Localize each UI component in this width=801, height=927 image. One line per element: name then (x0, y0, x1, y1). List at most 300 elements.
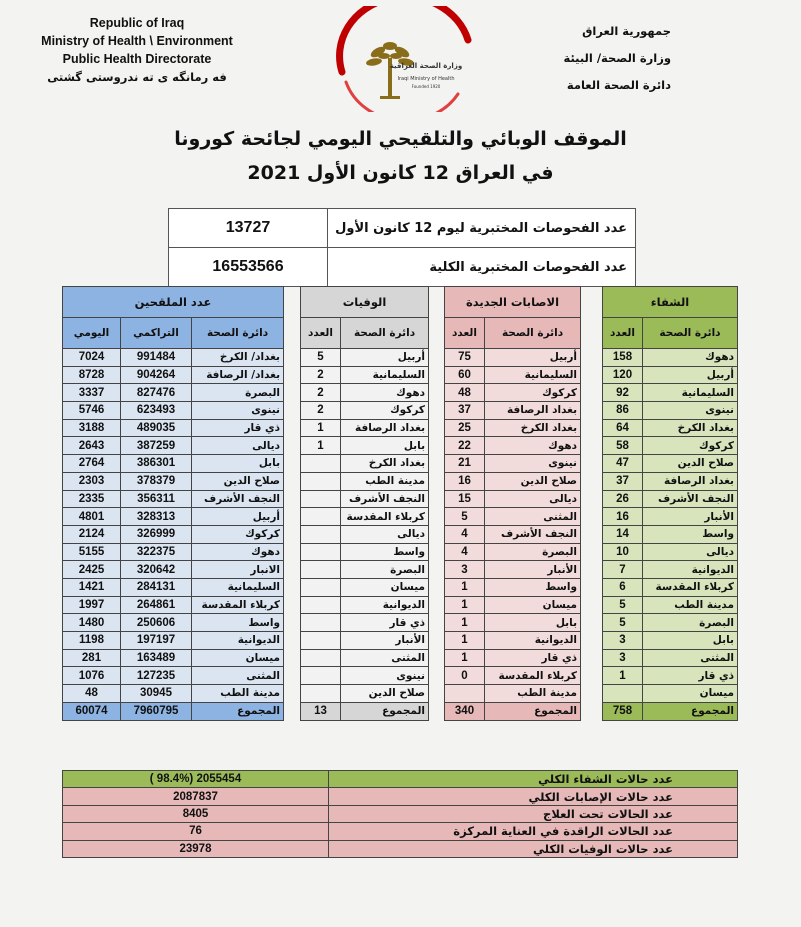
daily-tests-row (169, 209, 636, 248)
dept-name: الديوانية (341, 596, 429, 614)
total-label: المجموع (192, 702, 284, 720)
table-row (445, 543, 581, 561)
daily-value: 2335 (63, 490, 121, 508)
dept-name: ذي قار (341, 614, 429, 632)
dept-name: أربيل (643, 366, 738, 384)
dept-name: النجف الأشرف (341, 490, 429, 508)
cumulative-value: 250606 (121, 614, 192, 632)
table-row (63, 384, 284, 402)
count-value: 10 (603, 543, 643, 561)
table-row (63, 419, 284, 437)
count-value: 5 (301, 349, 341, 367)
daily-value: 1997 (63, 596, 121, 614)
summary-row (63, 823, 738, 840)
table-row (603, 632, 738, 650)
table-row (301, 543, 429, 561)
dept-name: المثنى (341, 649, 429, 667)
summary-value: 76 (63, 823, 329, 840)
dept-name: ديالى (341, 525, 429, 543)
table-row (445, 685, 581, 703)
infections-table (444, 286, 581, 721)
dept-name: الأنبار (643, 508, 738, 526)
dept-name: بابل (485, 614, 581, 632)
count-value: 5 (603, 614, 643, 632)
dept-name: واسط (485, 578, 581, 596)
dept-name: بغداد/ الرصافة (192, 366, 284, 384)
dept-name: مدينة الطب (643, 596, 738, 614)
cumulative-value: 326999 (121, 525, 192, 543)
total-tests-value: 16553566 (169, 248, 328, 287)
total-label: المجموع (643, 702, 738, 720)
dept-name: المثنى (485, 508, 581, 526)
count-value: 25 (445, 419, 485, 437)
count-value: 64 (603, 419, 643, 437)
dept-name: النجف الأشرف (192, 490, 284, 508)
header-arabic (541, 18, 671, 99)
infections-title: الاصابات الجديدة (445, 287, 581, 318)
dept-name: ديالى (192, 437, 284, 455)
cumulative-value: 127235 (121, 667, 192, 685)
table-row (603, 349, 738, 367)
daily-value: 1421 (63, 578, 121, 596)
daily-value: 2643 (63, 437, 121, 455)
table-row (63, 667, 284, 685)
summary-row (63, 788, 738, 805)
dept-name: بابل (341, 437, 429, 455)
dept-name: بغداد الكرخ (485, 419, 581, 437)
table-row (445, 490, 581, 508)
deaths-table (300, 286, 429, 721)
table-row (603, 561, 738, 579)
count-value (301, 578, 341, 596)
summary-value: 8405 (63, 805, 329, 822)
header-en-line: Public Health Directorate (62, 52, 212, 66)
table-row (301, 685, 429, 703)
col-count-header: العدد (301, 318, 341, 349)
table-row (63, 366, 284, 384)
dept-name: النجف الأشرف (485, 525, 581, 543)
dept-name: الأنبار (341, 632, 429, 650)
dept-name: نينوى (341, 667, 429, 685)
table-row (301, 561, 429, 579)
table-row (301, 402, 429, 420)
cumulative-value: 30945 (121, 685, 192, 703)
count-value (301, 632, 341, 650)
col-count-header: العدد (445, 318, 485, 349)
table-row (301, 455, 429, 473)
dept-name: بغداد الرصافة (643, 472, 738, 490)
dept-name: أربيل (192, 508, 284, 526)
count-value (301, 614, 341, 632)
dept-name: كركوك (485, 384, 581, 402)
summary-value: 23978 (63, 840, 329, 857)
dept-name: بغداد الكرخ (341, 455, 429, 473)
count-value: 14 (603, 525, 643, 543)
table-row (301, 596, 429, 614)
table-row (63, 402, 284, 420)
table-row (445, 366, 581, 384)
table-row (603, 419, 738, 437)
col-count-header: العدد (603, 318, 643, 349)
table-row (603, 455, 738, 473)
table-row (445, 508, 581, 526)
dept-name: الديوانية (485, 632, 581, 650)
cumulative-value: 163489 (121, 649, 192, 667)
dept-name: دهوك (643, 349, 738, 367)
recovered-title: الشفاء (603, 287, 738, 318)
summary-label: عدد الحالات الراقدة في العناية المركزة (329, 823, 738, 840)
daily-value: 1076 (63, 667, 121, 685)
report-date: في العراق 12 كانون الأول 2021 (247, 162, 554, 184)
count-value: 92 (603, 384, 643, 402)
header-english (22, 14, 252, 86)
logo-text-en: Iraqi Ministry of Health (397, 76, 455, 82)
table-row (301, 419, 429, 437)
dept-name: ذي قار (485, 649, 581, 667)
count-value: 4 (445, 525, 485, 543)
dept-name: كركوك (341, 402, 429, 420)
dept-name: المثنى (643, 649, 738, 667)
dept-name: الديوانية (192, 632, 284, 650)
logo-text-ar: وزارة الصحة العراقية (389, 62, 463, 70)
table-row (603, 614, 738, 632)
dept-name: واسط (643, 525, 738, 543)
count-value (301, 667, 341, 685)
count-value: 1 (603, 667, 643, 685)
table-row (445, 419, 581, 437)
count-value: 47 (603, 455, 643, 473)
header-en-line: Ministry of Health \ Environment (41, 34, 233, 48)
dept-name: أربيل (341, 349, 429, 367)
cumulative-value: 991484 (121, 349, 192, 367)
total-cumulative: 7960795 (121, 702, 192, 720)
summary-row (63, 771, 738, 788)
table-row (63, 632, 284, 650)
dept-name: مدينة الطب (192, 685, 284, 703)
daily-value: 2764 (63, 455, 121, 473)
count-value: 26 (603, 490, 643, 508)
table-row (603, 667, 738, 685)
table-row (301, 667, 429, 685)
count-value: 15 (445, 490, 485, 508)
dept-name: كركوك (643, 437, 738, 455)
col-cumulative-header: التراكمي (121, 318, 192, 349)
count-value (301, 508, 341, 526)
table-row (603, 437, 738, 455)
table-row (445, 561, 581, 579)
count-value (301, 490, 341, 508)
table-row (445, 632, 581, 650)
dept-name: نينوى (485, 455, 581, 473)
total-daily: 60074 (63, 702, 121, 720)
count-value (301, 685, 341, 703)
ministry-logo (330, 6, 480, 112)
table-row (301, 649, 429, 667)
report-title: الموقف الوبائي والتلقيحي اليومي لجائحة كورونا (174, 128, 627, 150)
table-row (301, 490, 429, 508)
count-value: 0 (445, 667, 485, 685)
summary-table (62, 770, 738, 858)
total-tests-row (169, 248, 636, 287)
dept-name: مدينة الطب (341, 472, 429, 490)
count-value: 158 (603, 349, 643, 367)
dept-name: بغداد الرصافة (485, 402, 581, 420)
table-row (603, 685, 738, 703)
count-value (301, 472, 341, 490)
dept-name: بابل (192, 455, 284, 473)
cumulative-value: 328313 (121, 508, 192, 526)
count-value: 2 (301, 384, 341, 402)
col-dept-header: دائرة الصحة (341, 318, 429, 349)
dept-name: ديالى (643, 543, 738, 561)
summary-row (63, 805, 738, 822)
total-value: 758 (603, 702, 643, 720)
total-row (301, 702, 429, 720)
dept-name: دهوك (485, 437, 581, 455)
table-row (445, 384, 581, 402)
dept-name: بغداد الكرخ (643, 419, 738, 437)
table-row (63, 437, 284, 455)
table-row (63, 525, 284, 543)
daily-value: 3188 (63, 419, 121, 437)
dept-name: ميسان (341, 578, 429, 596)
table-row (301, 508, 429, 526)
daily-tests-label: عدد الفحوصات المختبرية ليوم 12 كانون الأول (328, 209, 636, 248)
count-value: 37 (603, 472, 643, 490)
cumulative-value: 489035 (121, 419, 192, 437)
count-value: 16 (445, 472, 485, 490)
lab-tests-table (168, 208, 636, 287)
table-row (301, 578, 429, 596)
summary-label: عدد حالات الوفيات الكلي (329, 840, 738, 857)
dept-name: كربلاء المقدسة (643, 578, 738, 596)
summary-label: عدد حالات الإصابات الكلي (329, 788, 738, 805)
count-value (301, 543, 341, 561)
dept-name: ذي قار (643, 667, 738, 685)
count-value: 120 (603, 366, 643, 384)
dept-name: صلاح الدين (643, 455, 738, 473)
dept-name: كركوك (192, 525, 284, 543)
dept-name: السليمانية (341, 366, 429, 384)
dept-name: بغداد الرصافة (341, 419, 429, 437)
table-row (445, 614, 581, 632)
dept-name: صلاح الدين (192, 472, 284, 490)
count-value: 5 (445, 508, 485, 526)
table-row (445, 402, 581, 420)
table-row (603, 543, 738, 561)
count-value: 2 (301, 402, 341, 420)
table-row (63, 596, 284, 614)
total-row (63, 702, 284, 720)
table-row (63, 578, 284, 596)
count-value (301, 649, 341, 667)
cumulative-value: 378379 (121, 472, 192, 490)
table-row (603, 402, 738, 420)
count-value: 86 (603, 402, 643, 420)
col-dept-header: دائرة الصحة (485, 318, 581, 349)
dept-name: مدينة الطب (485, 685, 581, 703)
header-en-line: Republic of Iraq (89, 16, 185, 30)
count-value (301, 561, 341, 579)
count-value: 48 (445, 384, 485, 402)
cumulative-value: 197197 (121, 632, 192, 650)
count-value: 2 (301, 366, 341, 384)
dept-name: كربلاء المقدسة (192, 596, 284, 614)
daily-tests-value: 13727 (169, 209, 328, 248)
cumulative-value: 320642 (121, 561, 192, 579)
count-value: 1 (445, 632, 485, 650)
dept-name: الأنبار (485, 561, 581, 579)
recovered-table (602, 286, 738, 721)
count-value: 4 (445, 543, 485, 561)
table-row (301, 349, 429, 367)
dept-name: الديوانية (643, 561, 738, 579)
count-value: 75 (445, 349, 485, 367)
deaths-title: الوفيات (301, 287, 429, 318)
header-ar-line: وزارة الصحة/ البيئة (563, 51, 671, 65)
header-ar-line: دائرة الصحة العامة (566, 78, 671, 92)
cumulative-value: 322375 (121, 543, 192, 561)
count-value: 5 (603, 596, 643, 614)
table-row (603, 490, 738, 508)
table-row (603, 578, 738, 596)
total-label: المجموع (485, 702, 581, 720)
count-value: 37 (445, 402, 485, 420)
table-row (301, 525, 429, 543)
table-row (63, 685, 284, 703)
vaccinated-title: عدد الملقحين (63, 287, 284, 318)
dept-name: واسط (341, 543, 429, 561)
dept-name: البصرة (192, 384, 284, 402)
table-row (63, 490, 284, 508)
summary-value: ( 98.4%) 2055454 (63, 771, 329, 788)
col-daily-header: اليومي (63, 318, 121, 349)
total-row (445, 702, 581, 720)
table-row (63, 508, 284, 526)
dept-name: ميسان (192, 649, 284, 667)
total-label: المجموع (341, 702, 429, 720)
dept-name: البصرة (643, 614, 738, 632)
cumulative-value: 623493 (121, 402, 192, 420)
dept-name: أربيل (485, 349, 581, 367)
count-value: 21 (445, 455, 485, 473)
dept-name: كربلاء المقدسة (485, 667, 581, 685)
table-row (603, 366, 738, 384)
dept-name: كربلاء المقدسة (341, 508, 429, 526)
count-value (301, 596, 341, 614)
count-value: 1 (445, 578, 485, 596)
table-row (63, 349, 284, 367)
daily-value: 5155 (63, 543, 121, 561)
daily-value: 2124 (63, 525, 121, 543)
cumulative-value: 904264 (121, 366, 192, 384)
summary-row (63, 840, 738, 857)
count-value: 1 (301, 419, 341, 437)
table-row (301, 472, 429, 490)
total-value: 13 (301, 702, 341, 720)
table-row (445, 437, 581, 455)
table-row (603, 525, 738, 543)
dept-name: دهوك (341, 384, 429, 402)
cumulative-value: 386301 (121, 455, 192, 473)
count-value: 1 (445, 649, 485, 667)
count-value: 7 (603, 561, 643, 579)
table-row (603, 596, 738, 614)
dept-name: صلاح الدين (341, 685, 429, 703)
summary-value: 2087837 (63, 788, 329, 805)
dept-name: بغداد/ الكرخ (192, 349, 284, 367)
daily-value: 2425 (63, 561, 121, 579)
count-value: 1 (301, 437, 341, 455)
dept-name: الانبار (192, 561, 284, 579)
dept-name: السليمانية (643, 384, 738, 402)
col-dept-header: دائرة الصحة (192, 318, 284, 349)
count-value: 16 (603, 508, 643, 526)
summary-label: عدد حالات الشفاء الكلي (329, 771, 738, 788)
table-row (603, 472, 738, 490)
table-row (445, 578, 581, 596)
count-value: 60 (445, 366, 485, 384)
cumulative-value: 827476 (121, 384, 192, 402)
count-value (301, 455, 341, 473)
table-row (63, 455, 284, 473)
table-row (603, 384, 738, 402)
summary-label: عدد الحالات تحت العلاج (329, 805, 738, 822)
daily-value: 48 (63, 685, 121, 703)
table-row (63, 614, 284, 632)
count-value: 1 (445, 614, 485, 632)
daily-value: 8728 (63, 366, 121, 384)
table-row (445, 525, 581, 543)
daily-value: 1198 (63, 632, 121, 650)
daily-value: 7024 (63, 349, 121, 367)
table-row (301, 437, 429, 455)
total-row (603, 702, 738, 720)
dept-name: صلاح الدين (485, 472, 581, 490)
cumulative-value: 264861 (121, 596, 192, 614)
dept-name: دهوك (192, 543, 284, 561)
daily-value: 2303 (63, 472, 121, 490)
cumulative-value: 356311 (121, 490, 192, 508)
table-row (63, 649, 284, 667)
daily-value: 3337 (63, 384, 121, 402)
dept-name: ذي قار (192, 419, 284, 437)
count-value (603, 685, 643, 703)
vaccinated-table (62, 286, 284, 721)
dept-name: ميسان (643, 685, 738, 703)
table-row (445, 472, 581, 490)
cumulative-value: 284131 (121, 578, 192, 596)
dept-name: السليمانية (485, 366, 581, 384)
dept-name: ميسان (485, 596, 581, 614)
table-row (445, 455, 581, 473)
table-row (445, 649, 581, 667)
count-value: 1 (445, 596, 485, 614)
table-row (301, 632, 429, 650)
table-row (603, 508, 738, 526)
dept-name: واسط (192, 614, 284, 632)
table-row (445, 667, 581, 685)
count-value: 22 (445, 437, 485, 455)
count-value (445, 685, 485, 703)
count-value: 6 (603, 578, 643, 596)
header-kurdish-line: فه رمانگه ی ته ندروستی گشتی (47, 70, 227, 84)
count-value: 58 (603, 437, 643, 455)
dept-name: السليمانية (192, 578, 284, 596)
table-row (445, 349, 581, 367)
daily-value: 1480 (63, 614, 121, 632)
logo-founded: Founded 1920 (411, 84, 441, 89)
